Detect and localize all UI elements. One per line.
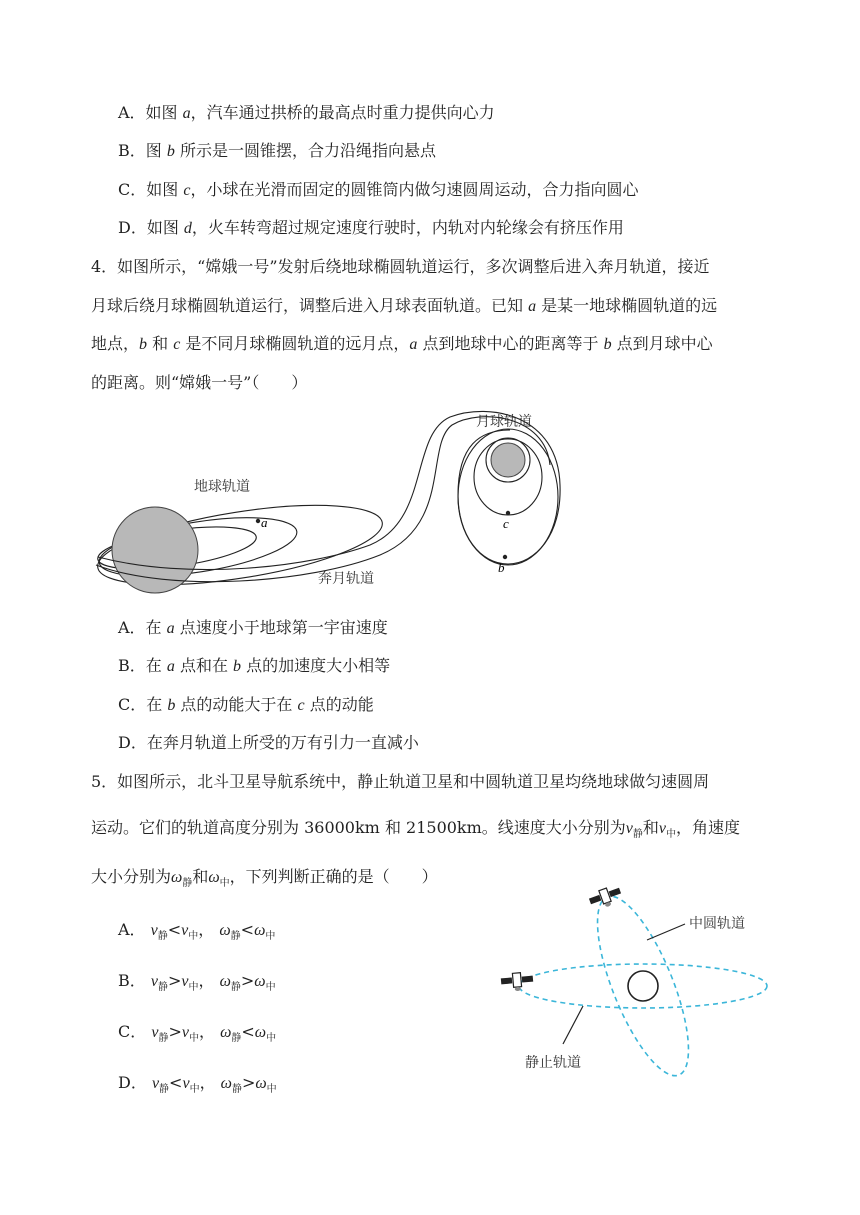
q4-option-c (118, 695, 374, 716)
stem-text: 是某一地球椭圆轨道的远 (536, 296, 718, 315)
satellite-icon (500, 972, 533, 993)
variable: ω (220, 1075, 232, 1092)
option-text: 所示是一圆锥摆，合力沿绳指向悬点 (174, 141, 436, 160)
variable: v (182, 1075, 190, 1092)
operator: < (240, 920, 255, 939)
variable: v (181, 922, 189, 939)
subscript: 静 (182, 878, 193, 889)
variable: v (150, 922, 158, 939)
option-text: ，小球在光滑而固定的圆锥筒内做匀速圆周运动，合力指向圆心 (190, 180, 639, 199)
option-letter: C． (118, 1022, 147, 1041)
variable: v (151, 1075, 160, 1092)
option-text: D．如图 (118, 218, 184, 237)
earth-orbit-label: 地球轨道 (194, 479, 250, 495)
q3-option-a (118, 103, 495, 124)
moon (491, 443, 525, 477)
stem-text: 和 (192, 867, 209, 886)
variable: v (151, 1024, 159, 1041)
variable: c (173, 336, 181, 353)
point-b-label: b (498, 560, 505, 575)
subscript: 中 (266, 1033, 277, 1044)
option-text: A．在 (118, 618, 167, 637)
mid-orbit-label: 中圆轨道 (689, 916, 745, 932)
variable: b (166, 143, 175, 160)
option-text: C．在 (118, 695, 168, 714)
operator: < (241, 1022, 255, 1041)
variable: v (181, 973, 189, 990)
q3-option-b (118, 141, 436, 162)
variable: v (658, 820, 667, 837)
stem-text: 和 (642, 818, 659, 837)
variable: v (181, 1024, 189, 1041)
variable: c (183, 182, 191, 199)
option-letter: B． (118, 971, 146, 990)
stem-text: 运动。它们的轨道高度分别为 36000km 和 21500km。线速度大小分别为 (91, 818, 626, 837)
stem-text: 地点， (91, 334, 140, 353)
subscript: 中 (265, 982, 276, 993)
operator: > (167, 971, 182, 990)
q5-option-a: A． $v_静<v_中$， $\omega_静<\omega_中$ (118, 920, 276, 942)
option-text: C．如图 (118, 180, 184, 199)
option-text: A．如图 (118, 103, 183, 122)
stem-text: ，下列判断正确的是（ ） (229, 867, 438, 886)
subscript: 静 (157, 931, 168, 942)
earth (112, 507, 198, 593)
q5-stem-line-3 (91, 867, 438, 890)
q3-option-d (118, 218, 624, 239)
option-text: B．图 (118, 141, 167, 160)
variable: a (166, 658, 175, 675)
q5-satellite-figure (495, 880, 785, 1089)
stem-text: ，角速度 (676, 818, 741, 837)
static-orbit-label: 静止轨道 (525, 1055, 581, 1071)
subscript: 中 (188, 931, 199, 942)
variable: ω (254, 922, 266, 939)
subscript: 静 (159, 1084, 170, 1095)
subscript: 中 (266, 1084, 277, 1095)
subscript: 静 (157, 982, 168, 993)
variable: ω (255, 1075, 267, 1092)
option-letter: A． (118, 920, 146, 939)
variable: ω (220, 1024, 232, 1041)
variable: b (139, 336, 148, 353)
variable: v (150, 973, 158, 990)
subscript: 中 (666, 829, 677, 840)
operator: < (169, 1073, 183, 1092)
operator: > (168, 1022, 182, 1041)
q4-stem-line-1: 4．如图所示，“嫦娥一号”发射后绕地球椭圆轨道运行，多次调整后进入奔月轨道，接近 (91, 257, 710, 276)
subscript: 中 (219, 878, 230, 889)
transfer-orbit-label: 奔月轨道 (318, 571, 374, 587)
subscript: 静 (231, 1084, 242, 1095)
variable: ω (254, 1024, 267, 1041)
mid-orbit-pointer (647, 924, 685, 940)
option-text: 点的动能大于在 (175, 695, 298, 714)
operator: > (240, 971, 255, 990)
q4-orbit-figure (80, 405, 580, 599)
subscript: 中 (265, 931, 276, 942)
variable: a (528, 298, 537, 315)
stem-text: 月球后绕月球椭圆轨道运行，调整后进入月球表面轨道。已知 (91, 296, 529, 315)
option-text: B．在 (118, 656, 167, 675)
variable: c (297, 697, 305, 714)
stem-text: 点到月球中心 (611, 334, 713, 353)
q5-option-d: D． $v_静<v_中$， $\omega_静>\omega_中$ (118, 1073, 277, 1095)
subscript: 静 (230, 982, 241, 993)
subscript: 静 (230, 931, 241, 942)
option-text: 点的加速度大小相等 (241, 656, 391, 675)
moon-orbit-label: 月球轨道 (476, 414, 532, 430)
operator: > (241, 1073, 256, 1092)
point-c-label: c (503, 516, 509, 531)
point-a-dot (256, 519, 260, 523)
variable: d (183, 220, 192, 237)
option-letter: D． (118, 1073, 147, 1092)
subscript: 静 (158, 1033, 169, 1044)
variable: ω (254, 973, 266, 990)
q4-option-a (118, 618, 388, 639)
subscript: 静 (632, 829, 643, 840)
stem-text: 点到地球中心的距离等于 (417, 334, 604, 353)
q4-stem-line-2 (91, 296, 717, 317)
variable: b (603, 336, 612, 353)
variable: b (167, 697, 176, 714)
variable: v (625, 820, 633, 837)
stem-text: 大小分别为 (91, 867, 172, 886)
variable: a (166, 620, 175, 637)
q5-stem-line-2 (91, 818, 740, 841)
variable: ω (219, 973, 231, 990)
q4-stem-line-4: 的距离。则“嫦娥一号”（ ） (91, 373, 308, 392)
q4-stem-line-3 (91, 334, 713, 355)
stem-text: 是不同月球椭圆轨道的远月点， (180, 334, 410, 353)
static-orbit-pointer (563, 1006, 583, 1044)
option-text: 点和在 (174, 656, 234, 675)
option-text: 点的动能 (304, 695, 374, 714)
point-c-dot (506, 511, 510, 515)
q4-option-d: D．在奔月轨道上所受的万有引力一直减小 (118, 733, 419, 752)
q5-stem-line-1: 5．如图所示，北斗卫星导航系统中，静止轨道卫星和中圆轨道卫星均绕地球做匀速圆周 (91, 772, 710, 791)
variable: ω (219, 922, 231, 939)
point-b-dot (503, 555, 507, 559)
subscript: 静 (231, 1033, 242, 1044)
option-text: 点速度小于地球第一宇宙速度 (174, 618, 388, 637)
q4-option-b (118, 656, 390, 677)
stem-text: 和 (147, 334, 174, 353)
variable: ω (171, 869, 183, 886)
variable: a (409, 336, 418, 353)
earth-circle (628, 971, 658, 1001)
variable: ω (208, 869, 220, 886)
variable: a (182, 105, 191, 122)
option-text: ，汽车通过拱桥的最高点时重力提供向心力 (190, 103, 495, 122)
q5-option-b: B． $v_静>v_中$， $\omega_静>\omega_中$ (118, 971, 276, 993)
operator: < (167, 920, 182, 939)
point-a-label: a (261, 515, 268, 530)
variable: b (233, 658, 242, 675)
q3-option-c (118, 180, 638, 201)
subscript: 中 (189, 1084, 200, 1095)
option-text: ，火车转弯超过规定速度行驶时，内轨对内轮缘会有挤压作用 (191, 218, 624, 237)
q5-option-c: C． $v_静>v_中$， $\omega_静<\omega_中$ (118, 1022, 277, 1044)
subscript: 中 (188, 982, 199, 993)
subscript: 中 (188, 1033, 199, 1044)
